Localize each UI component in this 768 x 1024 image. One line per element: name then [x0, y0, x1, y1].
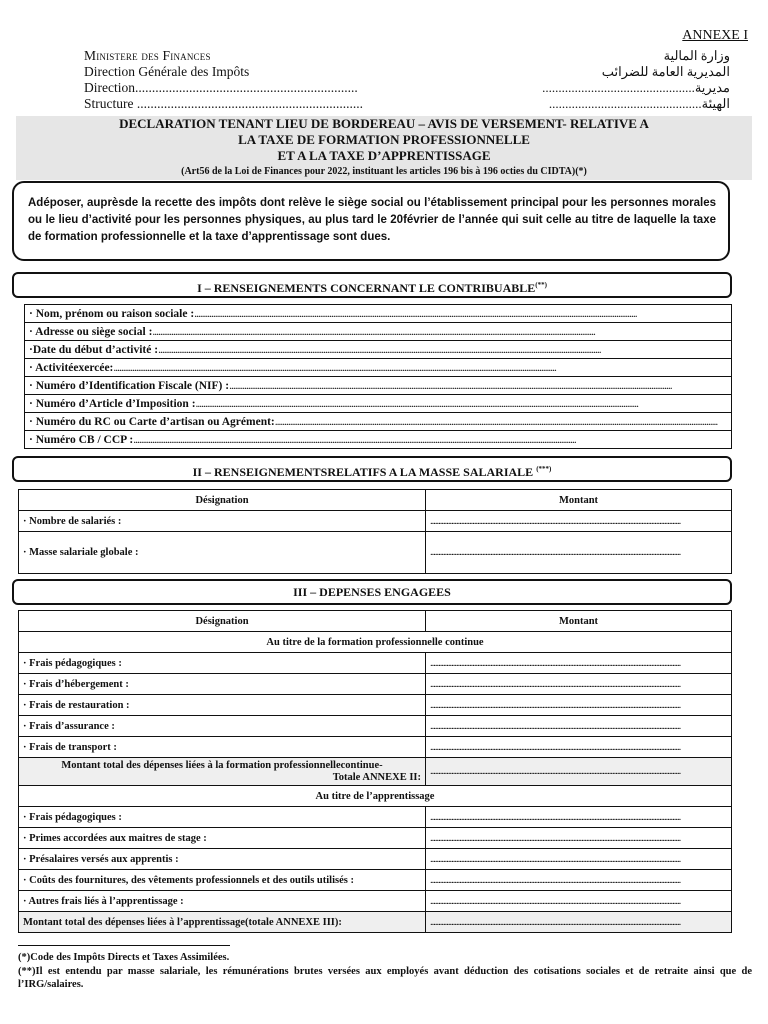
contribuable-field[interactable] [25, 323, 732, 341]
fpc-row [19, 695, 732, 716]
depenses-table [18, 610, 732, 933]
section-3-header [12, 579, 732, 605]
col-designation: Désignation [19, 611, 426, 632]
fpc-heading: Au titre de la formation professionnelle continue [19, 632, 732, 653]
montant-field[interactable]: .......................................................................................................................................................... [426, 891, 732, 912]
title-line-2: LA TAXE DE FORMATION PROFESSIONNELLE [238, 132, 530, 147]
col-designation: Désignation [19, 490, 426, 511]
contribuable-row [25, 341, 732, 359]
app-total-montant-field[interactable]: .......................................................................................................................................................... [426, 912, 732, 933]
contribuable-field-label: · Numéro d’Article d’Imposition : [29, 397, 196, 410]
contribuable-row [25, 431, 732, 449]
montant-field[interactable]: .......................................................................................................................................................... [426, 511, 732, 532]
contribuable-field[interactable] [25, 395, 732, 413]
fpc-row-label: · Frais pédagogiques : [19, 653, 426, 674]
title-legal-reference: (Art56 de la Loi de Finances pour 2022, instituant les articles 196 bis à 196 octies du CIDTA)(*) [181, 166, 587, 177]
apprentissage-row [19, 807, 732, 828]
contribuable-field[interactable] [25, 359, 732, 377]
contribuable-field-dots[interactable]: ............................................................................................................................................................................................................................................ [158, 343, 601, 356]
montant-field[interactable]: .......................................................................................................................................................... [426, 716, 732, 737]
contribuable-field-label: · Numéro CB / CCP : [29, 433, 134, 446]
apprentissage-row-label: · Présalaires versés aux apprentis : [19, 849, 426, 870]
apprentissage-row-label: · Autres frais liés à l’apprentissage : [19, 891, 426, 912]
contribuable-field-dots[interactable]: ............................................................................................................................................................................................................................................ [274, 415, 718, 428]
apprentissage-row [19, 891, 732, 912]
app-total-label: Montant total des dépenses liées à l’apprentissage(totale ANNEXE III): [19, 912, 426, 933]
fpc-row-label: · Frais d’hébergement : [19, 674, 426, 695]
contribuable-field[interactable] [25, 413, 732, 431]
contribuable-field-dots[interactable]: ............................................................................................................................................................................................................................................ [152, 325, 595, 338]
montant-field[interactable]: .......................................................................................................................................................... [426, 849, 732, 870]
header-left [84, 48, 363, 112]
contribuable-row [25, 305, 732, 323]
section-1-title: I – RENSEIGNEMENTS CONCERNANT LE CONTRIBUABLE [197, 281, 536, 295]
instructions-box: Adéposer, auprèsde la recette des impôts dont relève le siège social ou l’établissement principal pour les personnes morales ou le lieu d’activité pour les personnes physiques, au plus tard le 20février de l’année qui suit celle au titre de laquelle la taxe de formation professionnelle et la taxe d’apprentissage sont dues. [12, 181, 730, 261]
montant-field[interactable]: .......................................................................................................................................................... [426, 532, 732, 574]
contribuable-field-dots[interactable]: ............................................................................................................................................................................................................................................ [229, 379, 672, 392]
fpc-row [19, 653, 732, 674]
montant-field[interactable]: .......................................................................................................................................................... [426, 653, 732, 674]
fpc-row [19, 674, 732, 695]
contribuable-row [25, 395, 732, 413]
apprentissage-row [19, 828, 732, 849]
fpc-total-line-1: Montant total des dépenses liées à la formation professionnellecontinue- [61, 759, 383, 771]
footnote-1: (*)Code des Impôts Directs et Taxes Assimilées. [18, 952, 230, 963]
contribuable-field-label: · Numéro d’Identification Fiscale (NIF) : [29, 379, 230, 392]
section-2-mark: (***) [536, 465, 552, 473]
dgi-name-ar: المديرية العامة للضرائب [601, 64, 730, 79]
section-2-title: II – RENSEIGNEMENTSRELATIFS A LA MASSE SALARIALE [192, 465, 534, 479]
apprentissage-row-label: · Coûts des fournitures, des vêtements professionnels et des outils utilisés : [19, 870, 426, 891]
structure-field-ar[interactable]: الهيئة............................................... [548, 96, 730, 111]
fpc-row [19, 737, 732, 758]
masse-salariale-table [18, 489, 732, 574]
structure-field[interactable]: Structure ................................................................... [84, 96, 363, 111]
footnote-2: (**)Il est entendu par masse salariale, les rémunérations brutes versées aux employés avant déduction des cotisations sociales et de retraite ainsi que de l’IRG/salaires. [18, 966, 752, 990]
section-1-mark: (**) [535, 281, 547, 289]
montant-field[interactable]: .......................................................................................................................................................... [426, 695, 732, 716]
section-2-header [12, 456, 732, 482]
contribuable-field-label: · Numéro du RC ou Carte d’artisan ou Agrément: [29, 415, 275, 428]
fpc-row-label: · Frais de restauration : [19, 695, 426, 716]
section-3-title: III – DEPENSES ENGAGEES [293, 585, 451, 599]
apprentissage-row [19, 849, 732, 870]
contribuable-field-label: · Nom, prénom ou raison sociale : [29, 307, 195, 320]
title-line-1: DECLARATION TENANT LIEU DE BORDEREAU – AVIS DE VERSEMENT- RELATIVE A [119, 116, 649, 131]
contribuable-field-label: · Adresse ou siège social : [29, 325, 153, 338]
contribuable-field-label: ·Date du début d’activité : [29, 343, 159, 356]
masse-row-label: · Nombre de salariés : [19, 511, 426, 532]
contribuable-field-label: · Activitéexercée: [29, 361, 114, 374]
masse-row-label: · Masse salariale globale : [19, 532, 426, 574]
contribuable-field[interactable] [25, 431, 732, 449]
contribuable-row [25, 359, 732, 377]
annexe-label: ANNEXE I [682, 28, 748, 43]
fpc-total-line-2: Totale ANNEXE II: [332, 771, 421, 783]
fpc-total-montant-field[interactable]: .......................................................................................................................................................... [426, 758, 732, 786]
document-title [16, 116, 752, 180]
fpc-total-label [19, 758, 426, 786]
contribuable-field[interactable] [25, 341, 732, 359]
contribuable-field-dots[interactable]: ............................................................................................................................................................................................................................................ [194, 307, 637, 320]
contribuable-field[interactable] [25, 377, 732, 395]
apprentissage-row-label: · Frais pédagogiques : [19, 807, 426, 828]
fpc-row-label: · Frais de transport : [19, 737, 426, 758]
montant-field[interactable]: .......................................................................................................................................................... [426, 807, 732, 828]
montant-field[interactable]: .......................................................................................................................................................... [426, 674, 732, 695]
montant-field[interactable]: .......................................................................................................................................................... [426, 828, 732, 849]
section-1-header [12, 272, 732, 298]
contribuable-field-dots[interactable]: ............................................................................................................................................................................................................................................ [113, 361, 556, 374]
montant-field[interactable]: .......................................................................................................................................................... [426, 870, 732, 891]
fpc-row-label: · Frais d’assurance : [19, 716, 426, 737]
fpc-row [19, 716, 732, 737]
ministry-name: Ministere des Finances [84, 48, 211, 63]
dgi-name: Direction Générale des Impôts [84, 64, 250, 79]
direction-field-ar[interactable]: مديرية............................................... [542, 80, 730, 95]
contribuable-row [25, 413, 732, 431]
col-montant: Montant [426, 611, 732, 632]
title-line-3: ET A LA TAXE D’APPRENTISSAGE [277, 148, 491, 163]
contribuable-row [25, 377, 732, 395]
apprentissage-row [19, 870, 732, 891]
contribuable-field-dots[interactable]: ............................................................................................................................................................................................................................................ [195, 397, 639, 410]
ministry-name-ar: وزارة المالية [663, 48, 730, 63]
footnote-rule [18, 945, 230, 946]
contribuable-table [24, 304, 732, 449]
header-right [542, 48, 730, 112]
contribuable-row [25, 323, 732, 341]
contribuable-field[interactable] [25, 305, 732, 323]
montant-field[interactable]: .......................................................................................................................................................... [426, 737, 732, 758]
col-montant: Montant [426, 490, 732, 511]
apprentissage-heading: Au titre de l’apprentissage [19, 786, 732, 807]
direction-field[interactable]: Direction.................................................................. [84, 80, 358, 95]
contribuable-field-dots[interactable]: ............................................................................................................................................................................................................................................ [133, 433, 576, 446]
apprentissage-row-label: · Primes accordées aux maitres de stage : [19, 828, 426, 849]
